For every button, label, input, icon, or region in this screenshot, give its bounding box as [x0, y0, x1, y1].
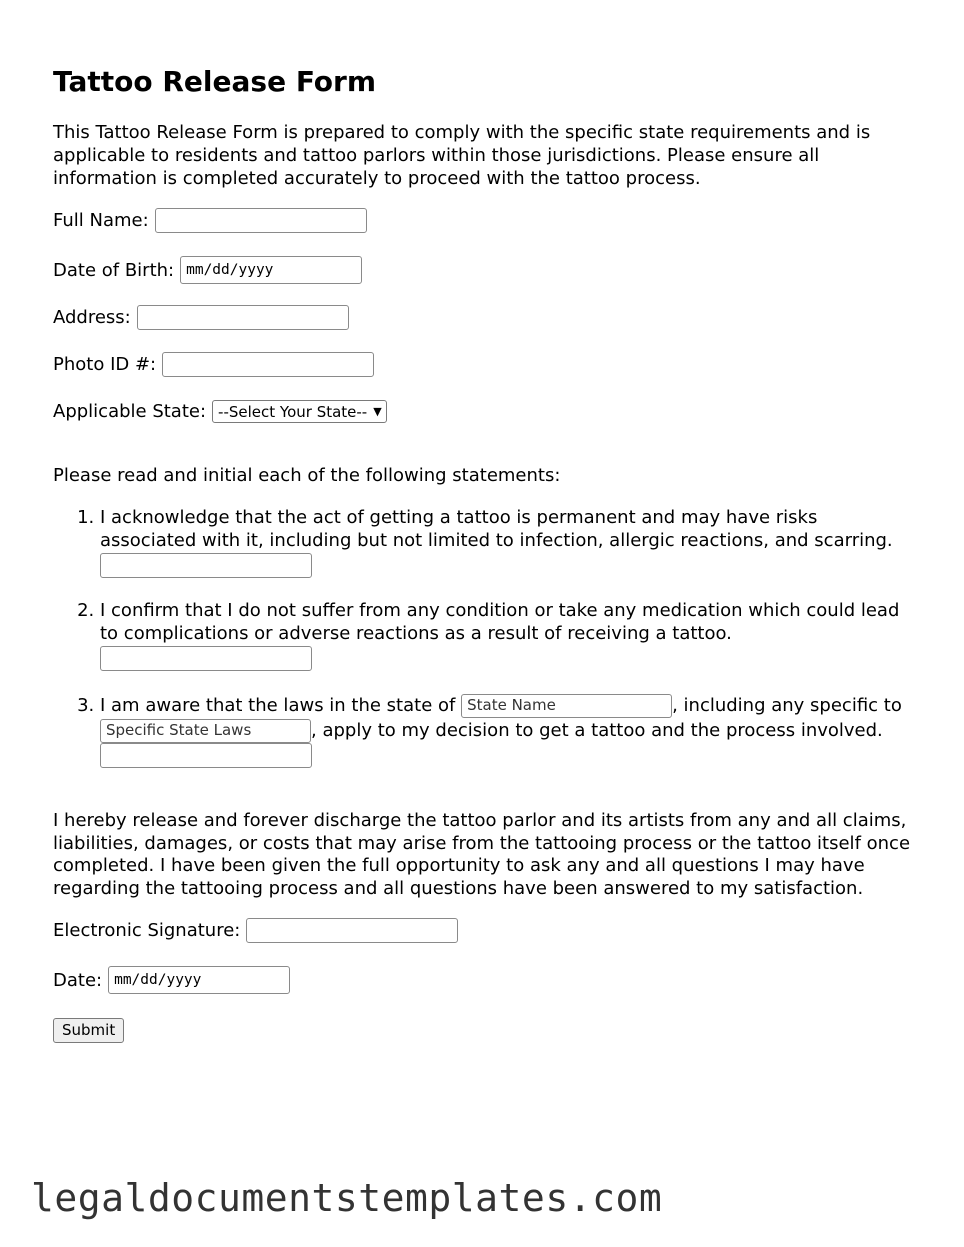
dob-row [53, 256, 913, 284]
address-label: Address: [53, 307, 131, 328]
statement-1-text: I acknowledge that the act of getting a tattoo is permanent and may have risks associated with it, including but not limited to infection, allergic reactions, and scarring. [100, 507, 893, 551]
statements-intro: Please read and initial each of the following statements: [53, 465, 561, 486]
dob-input[interactable]: mm/dd/yyyy [180, 256, 362, 284]
chevron-down-icon: ▼ [373, 405, 382, 418]
state-label: Applicable State: [53, 401, 207, 422]
submit-row [53, 1018, 913, 1043]
statement-3-text-c: , apply to my decision to get a tattoo and the process involved. [311, 720, 883, 741]
statement-3 [100, 693, 913, 768]
photo-id-row [53, 352, 913, 377]
statement-1 [100, 507, 913, 578]
statement-3-text-b: , including any specific to [672, 695, 902, 716]
date-input[interactable]: mm/dd/yyyy [108, 966, 290, 994]
date-row [53, 966, 913, 994]
footer-watermark: legaldocumentstemplates.com [31, 1176, 663, 1220]
intro-text: This Tattoo Release Form is prepared to comply with the specific state requirements and is applicable to residents and tattoo parlors within those jurisdictions. Please ensure all information is completed accurately to proceed with the tattoo process. [53, 122, 871, 189]
date-label: Date: [53, 969, 103, 991]
statements-list [53, 507, 913, 768]
address-row [53, 305, 913, 330]
specific-laws-input[interactable]: Specific State Laws [100, 719, 311, 743]
state-select-value: --Select Your State-- [218, 402, 368, 421]
full-name-label: Full Name: [53, 210, 149, 231]
state-name-input[interactable]: State Name [461, 694, 672, 718]
signature-row [53, 918, 913, 943]
statement-2 [100, 600, 913, 671]
full-name-input[interactable] [155, 208, 367, 233]
statement-3-text-a: I am aware that the laws in the state of [100, 695, 456, 716]
statement-1-initials-input[interactable] [100, 553, 312, 578]
photo-id-label: Photo ID #: [53, 354, 157, 375]
dob-label: Date of Birth: [53, 259, 175, 281]
page-title: Tattoo Release Form [53, 65, 377, 98]
release-text: I hereby release and forever discharge the tattoo parlor and its artists from any and all claims, liabilities, damages, or costs that may arise from the tattooing process or the tattoo itself once completed. I have been given the full opportunity to ask any and all questions I may have regarding the tattooing process and all questions have been answered to my satisfaction. [53, 810, 911, 899]
signature-label: Electronic Signature: [53, 920, 241, 941]
form-page [53, 62, 913, 1043]
state-row [53, 400, 913, 423]
full-name-row [53, 208, 913, 233]
signature-input[interactable] [246, 918, 458, 943]
photo-id-input[interactable] [162, 352, 374, 377]
statement-2-text: I confirm that I do not suffer from any condition or take any medication which could lead to complications or adverse reactions as a result of receiving a tattoo. [100, 600, 900, 644]
address-input[interactable] [137, 305, 349, 330]
statement-3-initials-input[interactable] [100, 743, 312, 768]
state-select[interactable] [212, 400, 387, 423]
submit-button[interactable]: Submit [53, 1018, 124, 1043]
statement-2-initials-input[interactable] [100, 646, 312, 671]
